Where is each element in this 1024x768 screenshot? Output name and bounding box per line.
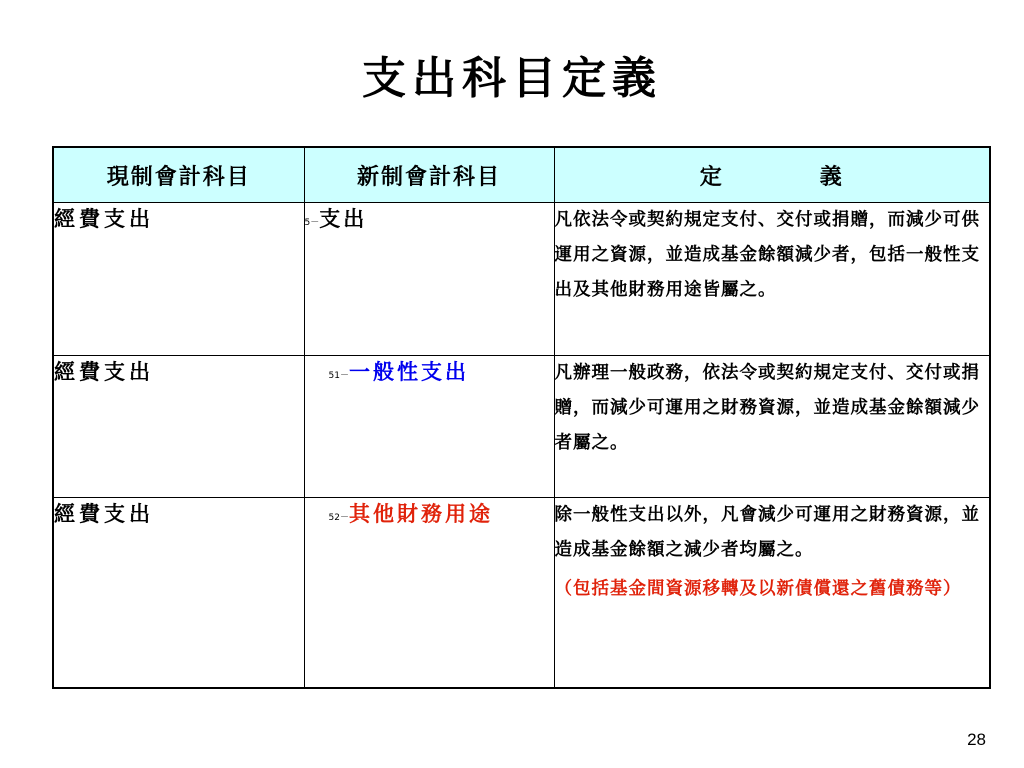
new-account-name: 一般性支出 xyxy=(348,359,469,384)
header-old-account: 現制會計科目 xyxy=(53,147,304,203)
slide-title: 支出科目定義 xyxy=(362,53,662,104)
header-new-account: 新制會計科目 xyxy=(304,147,554,203)
old-account-cell: 經費支出 xyxy=(53,203,304,356)
header-definition: 定 義 xyxy=(554,147,990,203)
table-row xyxy=(53,498,990,688)
old-account-cell: 經費支出 xyxy=(53,356,304,498)
table-row xyxy=(53,356,990,498)
definition-text: 凡依法令或契約規定支付、交付或捐贈，而減少可供運用之資源，並造成基金餘額減少者，包括一般性支出及其他財務用途皆屬之。 xyxy=(554,210,980,300)
new-account-name: 其他財務用途 xyxy=(348,501,493,526)
account-code: 52－ xyxy=(328,513,349,523)
account-code: 5－ xyxy=(304,218,320,228)
definition-cell xyxy=(554,203,990,356)
account-code: 51－ xyxy=(328,371,349,381)
new-account-cell xyxy=(304,356,554,498)
definition-text: 凡辦理一般政務，依法令或契約規定支付、交付或捐贈，而減少可運用之財務資源，並造成基金餘額減少者屬之。 xyxy=(554,363,980,453)
definition-text: 除一般性支出以外，凡會減少可運用之財務資源，並造成基金餘額之減少者均屬之。 xyxy=(554,505,980,560)
page-number: 28 xyxy=(967,730,986,749)
definition-table-wrapper xyxy=(52,146,989,689)
new-account-cell xyxy=(304,498,554,688)
new-account-cell xyxy=(304,203,554,356)
table-header-row xyxy=(53,147,990,203)
definition-note: （包括基金間資源移轉及以新債償還之舊債務等） xyxy=(554,579,962,599)
new-account-name: 支出 xyxy=(319,206,368,231)
table-row xyxy=(53,203,990,356)
definition-cell xyxy=(554,356,990,498)
definition-table xyxy=(52,146,991,689)
old-account-cell: 經費支出 xyxy=(53,498,304,688)
definition-cell xyxy=(554,498,990,688)
